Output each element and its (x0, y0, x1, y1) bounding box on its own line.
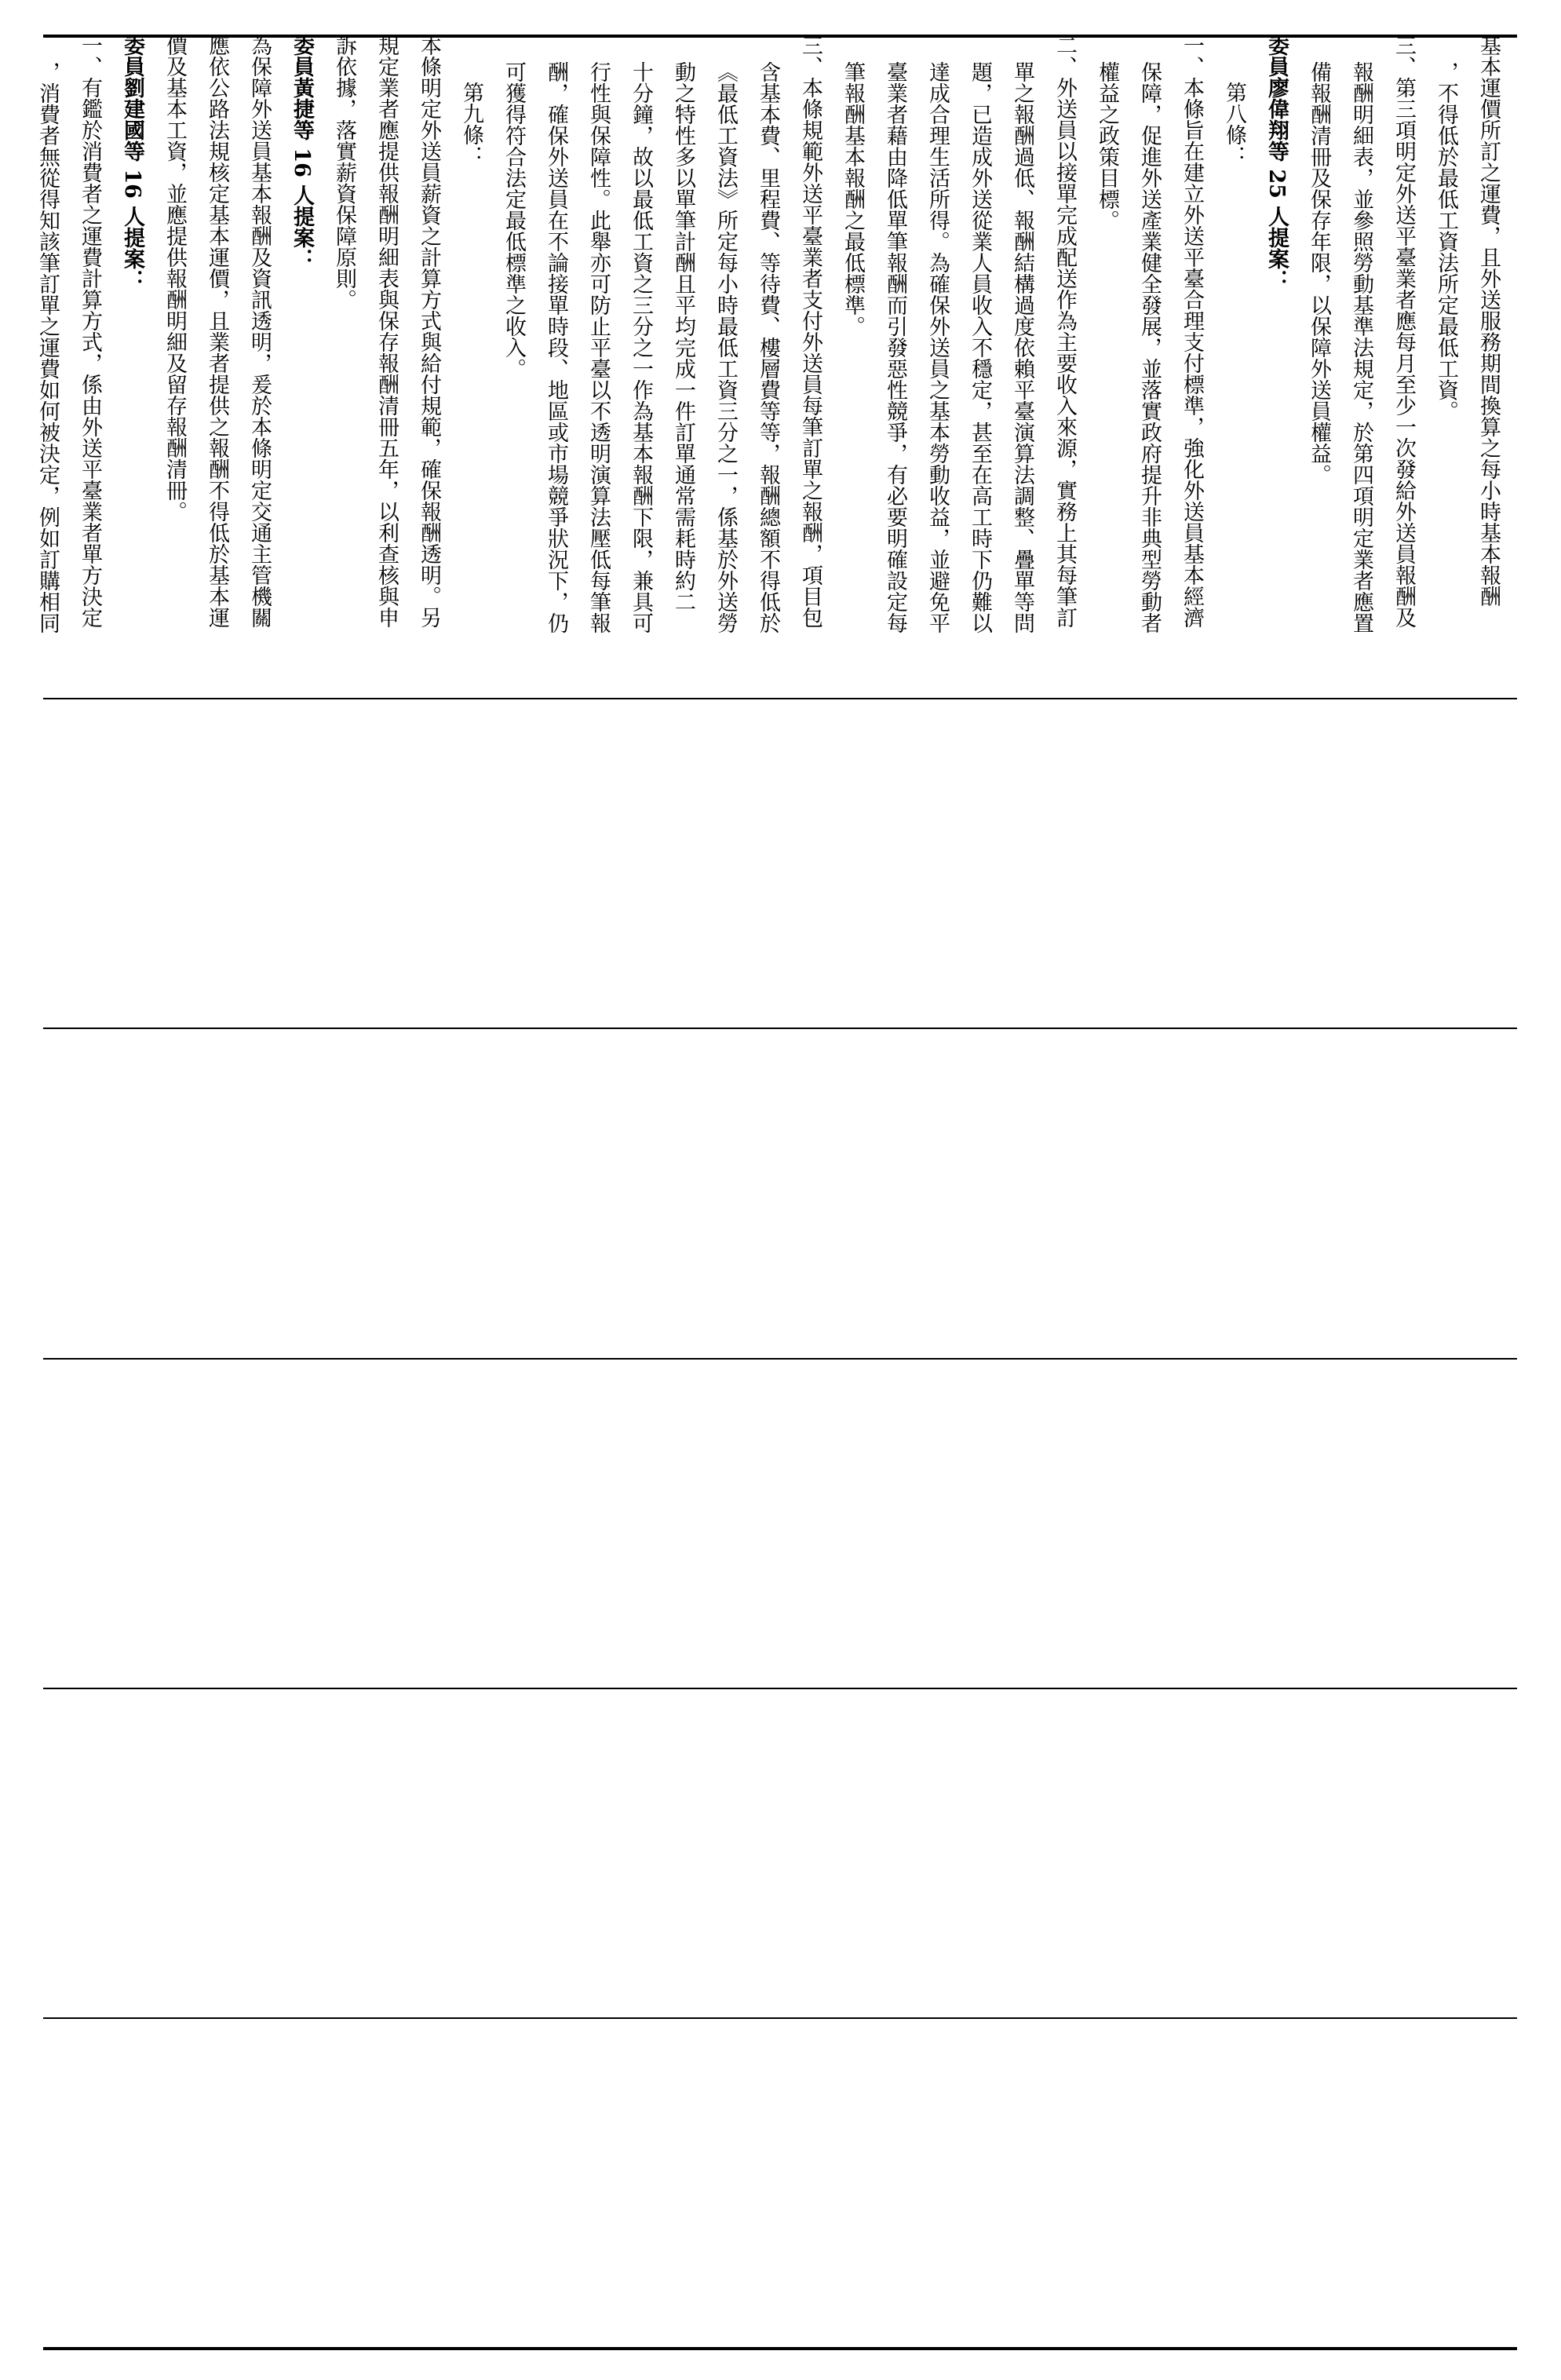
row-divider-1 (43, 698, 1517, 699)
text-line: 一、本條旨在建立外送平臺合理支付標準，強化外送員基本經濟 (1180, 35, 1204, 628)
article-heading: 第九條： (459, 82, 483, 166)
text-line: ，消費者無從得知該筆訂單之運費如何被決定，例如訂購相同 (35, 61, 60, 633)
text-line: 行性與保障性。此舉亦可防止平臺以不透明演算法壓低每筆報 (586, 61, 611, 633)
text-line: 保障，促進外送產業健全發展，並落實政府提升非典型勞動者 (1137, 61, 1162, 633)
text-line: 報酬明細表，並參照勞動基準法規定，於第四項明定業者應置 (1349, 61, 1373, 633)
text-line: 價及基本工資，並應提供報酬明細及留存報酬清冊。 (162, 35, 187, 522)
row-divider-2 (43, 1028, 1517, 1029)
text-line: 規定業者應提供報酬明細表與保存報酬清冊五年，以利查核與申 (374, 35, 399, 628)
text-line: 三、本條規範外送平臺業者支付外送員每筆訂單之報酬，項目包 (798, 35, 822, 628)
proposal-heading (111, 35, 153, 698)
proposal-heading-text: 委員黃捷等 16 人提案： (290, 35, 314, 270)
text-line: 本條明定外送員薪資之計算方式與給付規範，確保報酬透明。另 (417, 35, 441, 628)
proposal-heading (1255, 35, 1297, 698)
text-line: 單之報酬過低、報酬結構過度依賴平臺演算法調整、疊單等問 (1010, 61, 1034, 633)
text-line: 含基本費、里程費、等待費、樓層費等等，報酬總額不得低於 (756, 61, 780, 633)
text-line: 《最低工資法》所定每小時最低工資三分之一，係基於外送勞 (713, 61, 738, 633)
text-line: 酬，確保外送員在不論接單時段、地區或市場競爭狀況下，仍 (544, 61, 568, 633)
row-divider-5 (43, 2017, 1517, 2019)
text-line: ，不得低於最低工資法所定最低工資。 (1434, 61, 1458, 422)
text-line: 十分鐘，故以最低工資之三分之一作為基本報酬下限，兼具可 (629, 61, 653, 633)
text-line: 二、外送員以接單完成配送作為主要收入來源，實務上其每筆訂 (1052, 35, 1077, 628)
text-line: 基本運價所訂之運費，且外送服務期間換算之每小時基本報酬 (1476, 35, 1501, 607)
text-line: 筆報酬基本報酬之最低標準。 (841, 61, 865, 337)
text-line: 動之特性多以單筆計酬且平均完成一件訂單通常需耗時約二 (671, 61, 695, 612)
bottom-rule (43, 2347, 1517, 2350)
row-divider-4 (43, 1688, 1517, 1689)
text-line: 權益之政策目標。 (1095, 61, 1119, 231)
article-heading: 第八條： (1222, 82, 1246, 166)
row-divider-3 (43, 1358, 1517, 1360)
text-line: 為保障外送員基本報酬及資訊透明，爰於本條明定交通主管機關 (247, 35, 272, 628)
text-line: 達成合理生活所得。為確保外送員之基本勞動收益，並避免平 (925, 61, 950, 633)
text-line: 訴依據，落實薪資保障原則。 (332, 35, 356, 310)
text-line: 一、有鑑於消費者之運費計算方式，係由外送平臺業者單方決定 (78, 35, 102, 628)
proposal-heading (280, 35, 323, 698)
explanation-column (35, 35, 1517, 698)
text-line: 題，已造成外送從業人員收入不穩定，甚至在高工時下仍難以 (968, 61, 992, 633)
text-line: 備報酬清冊及保存年限，以保障外送員權益。 (1307, 61, 1331, 485)
text-line: 可獲得符合法定最低標準之收入。 (501, 61, 526, 379)
proposal-heading-text: 委員廖偉翔等 25 人提案： (1264, 35, 1289, 291)
text-line: 應依公路法規核定基本運價，且業者提供之報酬不得低於基本運 (205, 35, 229, 628)
text-line: 臺業者藉由降低單筆報酬而引發惡性競爭，有必要明確設定每 (883, 61, 907, 633)
proposal-heading-text: 委員劉建國等 16 人提案： (120, 35, 144, 291)
text-line: 三、第三項明定外送平臺業者應每月至少一次發給外送員報酬及 (1391, 35, 1416, 628)
